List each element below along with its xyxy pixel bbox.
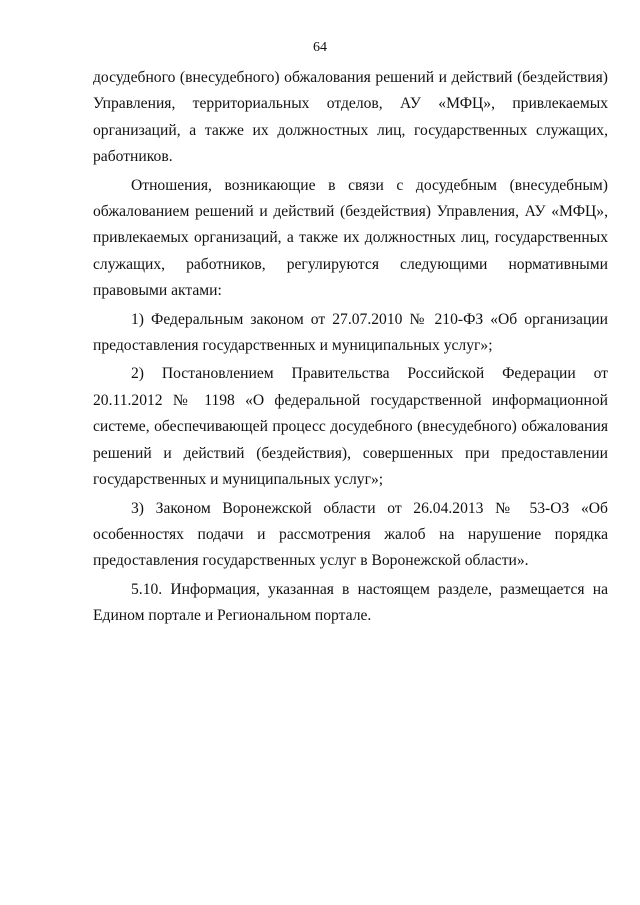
paragraph-relations: Отношения, возникающие в связи с досудебным (внесудебным) обжалованием решений и действий (бездействия) Управления, АУ «МФЦ», привлекаемых организаций, а также их должностных лиц, государственных служащих, работников, регулируются следующими нормативными правовыми актами:: [93, 176, 608, 300]
paragraph-continuation: досудебного (внесудебного) обжалования решений и действий (бездействия) Управления, территориальных отделов, АУ «МФЦ», привлекаемых организаций, а также их должностных лиц, государственных служащих, работников.: [93, 69, 608, 166]
page-number: 64: [313, 40, 327, 55]
paragraph-law-210-fz: 1) Федеральным законом от 27.07.2010 № 210-ФЗ «Об организации предоставления государственных и муниципальных услуг»;: [93, 310, 608, 355]
document-body: [93, 65, 608, 630]
paragraph-law-53-oz: 3) Законом Воронежской области от 26.04.2013 № 53-ОЗ «Об особенностях подачи и рассмотрения жалоб на нарушение порядка предоставления государственных услуг в Воронежской области».: [93, 499, 608, 570]
paragraph-resolution-1198: 2) Постановлением Правительства Российской Федерации от 20.11.2012 № 1198 «О федеральной государственной информационной системе, обеспечивающей процесс досудебного (внесудебного) обжалования решений и действий (бездействия), совершенных при предоставлении государственных и муниципальных услуг»;: [93, 365, 608, 489]
paragraph-5-10: 5.10. Информация, указанная в настоящем разделе, размещается на Едином портале и Региональном портале.: [93, 580, 608, 625]
